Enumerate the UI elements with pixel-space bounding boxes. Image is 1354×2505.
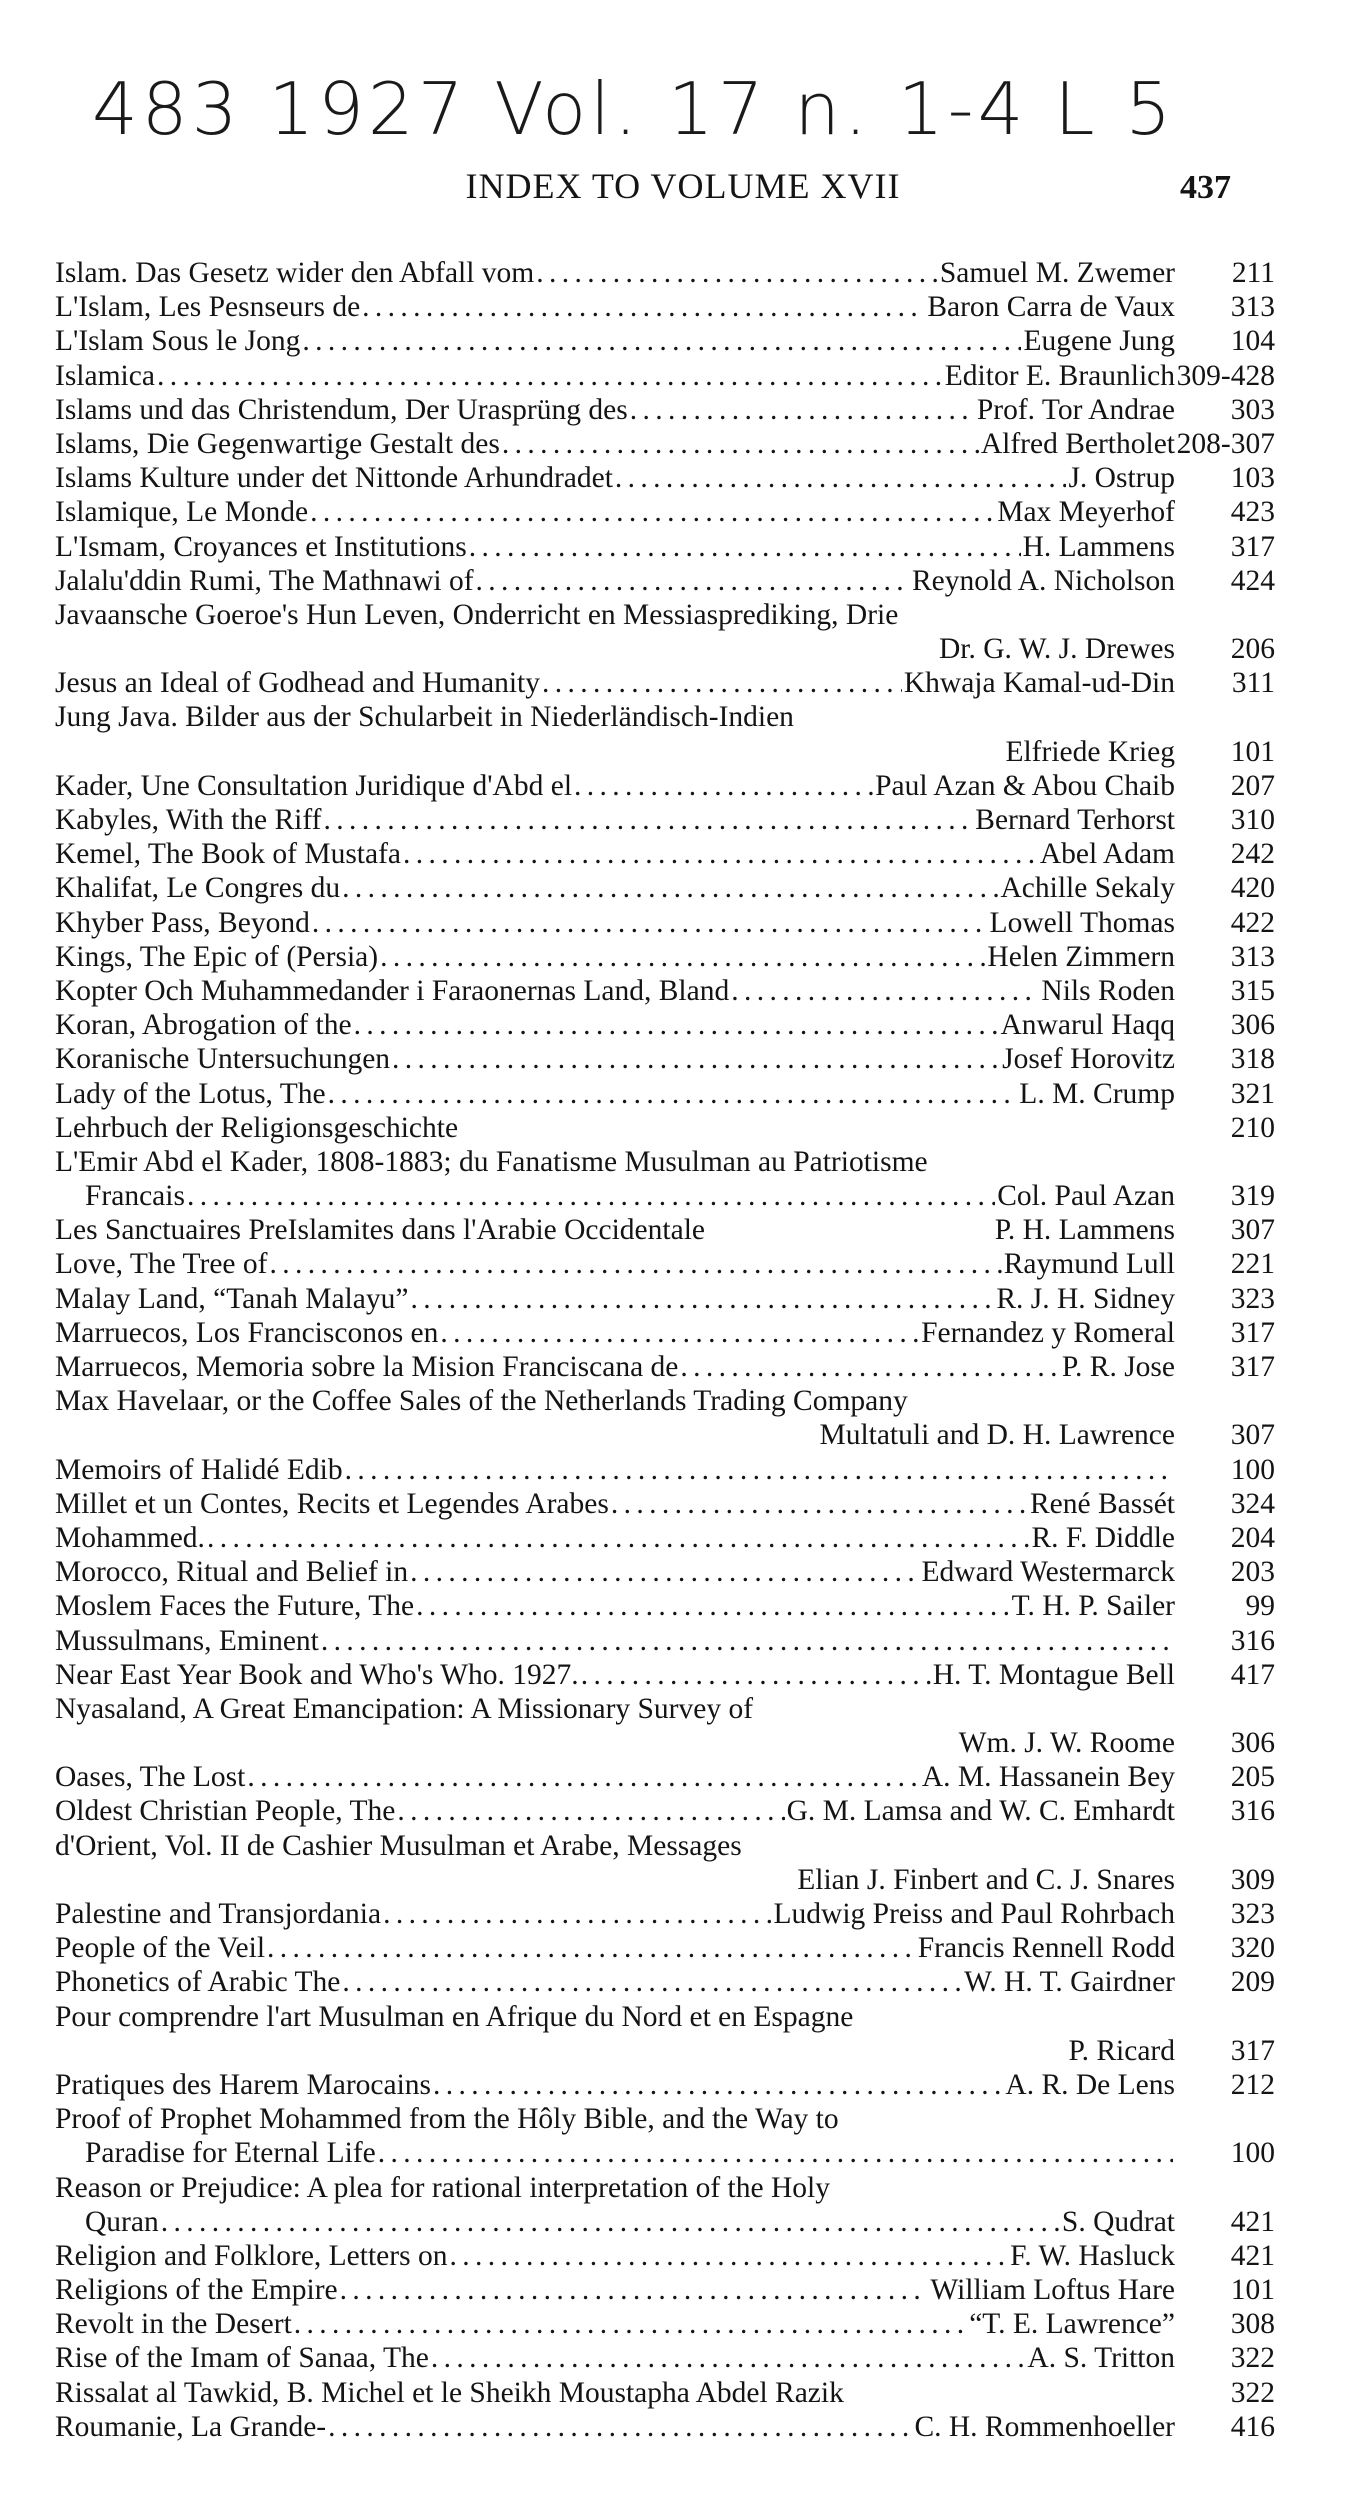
entry-page: 324 bbox=[1230, 1487, 1275, 1520]
entry-page: 323 bbox=[1230, 1898, 1275, 1930]
index-entry bbox=[55, 1487, 1275, 1521]
index-entry bbox=[55, 2000, 1275, 2068]
dot-leader bbox=[410, 1282, 994, 1316]
entry-author: René Bassét bbox=[1029, 1487, 1175, 1520]
entry-author: W. H. T. Gairdner bbox=[964, 1966, 1175, 1999]
index-entry bbox=[55, 871, 1275, 905]
entry-author: Samuel M. Zwemer bbox=[939, 257, 1175, 289]
entry-page: 309 bbox=[1230, 1863, 1275, 1896]
dot-leader bbox=[187, 1179, 995, 1213]
entry-title: Khyber Pass, Beyond bbox=[55, 906, 310, 939]
index-entry bbox=[55, 1692, 1275, 1760]
entry-title: Koran, Abrogation of the bbox=[55, 1009, 352, 1042]
entry-page: 420 bbox=[1230, 872, 1275, 905]
entry-title: Roumanie, La Grande- bbox=[55, 2410, 327, 2443]
dot-leader bbox=[392, 1042, 1000, 1076]
index-entry bbox=[55, 427, 1275, 461]
entry-title: L'Emir Abd el Kader, 1808-1883; du Fanatisme Musulman au Patriotisme bbox=[55, 1145, 928, 1178]
entry-author: Anwarul Haqq bbox=[1000, 1009, 1175, 1042]
entry-title-continued: Paradise for Eternal Life bbox=[85, 2137, 376, 2170]
entry-title: Jesus an Ideal of Godhead and Humanity bbox=[55, 667, 540, 700]
dot-leader bbox=[611, 1487, 1028, 1521]
dot-leader bbox=[581, 1658, 931, 1692]
dot-leader bbox=[354, 1008, 999, 1042]
index-entry bbox=[55, 906, 1275, 940]
index-entry bbox=[55, 1042, 1275, 1076]
entry-page: 309-428 bbox=[1176, 359, 1275, 392]
entry-title: L'Islam Sous le Jong bbox=[55, 325, 301, 358]
entry-title: Kemel, The Book of Mustafa bbox=[55, 838, 402, 871]
entry-author: Elfriede Krieg bbox=[1005, 735, 1175, 768]
entry-page: 210 bbox=[1230, 1111, 1275, 1144]
entry-page: 100 bbox=[1230, 1453, 1275, 1486]
dot-leader bbox=[267, 1931, 916, 1965]
entry-author: Eugene Jung bbox=[1023, 325, 1175, 358]
dot-leader bbox=[397, 1794, 784, 1828]
entry-author: L. M. Crump bbox=[1019, 1077, 1175, 1110]
dot-leader bbox=[380, 940, 985, 974]
entry-author: G. M. Lamsa and W. C. Emhardt bbox=[786, 1795, 1175, 1828]
dot-leader bbox=[536, 256, 938, 290]
entry-page: 315 bbox=[1230, 974, 1275, 1007]
entry-title: Islams, Die Gegenwartige Gestalt des bbox=[55, 427, 500, 460]
entry-page: 313 bbox=[1230, 940, 1275, 973]
entry-author: Prof. Tor Andrae bbox=[976, 393, 1175, 426]
entry-author: Baron Carra de Vaux bbox=[927, 291, 1175, 324]
index-entry bbox=[55, 1624, 1275, 1658]
entry-title: Kopter Och Muhammedander i Faraonernas Land, Bland bbox=[55, 974, 730, 1007]
entry-title: Rissalat al Tawkid, B. Michel et le Sheikh Moustapha Abdel Razik bbox=[55, 2376, 844, 2409]
entry-author: Alfred Bertholet bbox=[980, 427, 1175, 460]
entry-author: Francis Rennell Rodd bbox=[917, 1932, 1175, 1965]
index-entry bbox=[55, 2102, 1275, 2170]
index-entry bbox=[55, 1316, 1275, 1350]
entry-title: Javaansche Goeroe's Hun Leven, Onderricht en Messiasprediking, Drie bbox=[55, 598, 899, 631]
dot-leader bbox=[294, 2307, 967, 2341]
entry-author: H. T. Montague Bell bbox=[932, 1658, 1175, 1691]
dot-leader bbox=[469, 530, 1021, 564]
index-entry bbox=[55, 2376, 1275, 2410]
entry-title: Love, The Tree of bbox=[55, 1248, 268, 1281]
dot-leader bbox=[433, 2068, 1003, 2102]
entry-author: Dr. G. W. J. Drewes bbox=[939, 633, 1175, 666]
entry-author: R. F. Diddle bbox=[1031, 1521, 1175, 1554]
dot-leader bbox=[680, 1350, 1059, 1384]
entry-author: William Loftus Hare bbox=[930, 2274, 1175, 2307]
entry-author: Paul Azan & Abou Chaib bbox=[875, 769, 1175, 802]
entry-author: Khwaja Kamal-ud-Din bbox=[903, 667, 1175, 700]
entry-page: 101 bbox=[1230, 735, 1275, 768]
entry-title: Jung Java. Bilder aus der Schularbeit in Niederländisch-Indien bbox=[55, 701, 794, 734]
index-entry bbox=[55, 1931, 1275, 1965]
entry-title: d'Orient, Vol. II de Cashier Musulman et Arabe, Messages bbox=[55, 1829, 742, 1862]
entry-title-continued: Quran bbox=[85, 2205, 159, 2238]
entry-title: Memoirs of Halidé Edib bbox=[55, 1453, 343, 1486]
index-entry bbox=[55, 769, 1275, 803]
index-entry bbox=[55, 700, 1275, 768]
entry-title: Oldest Christian People, The bbox=[55, 1795, 396, 1828]
index-entry bbox=[55, 803, 1275, 837]
entry-author: Raymund Lull bbox=[1003, 1248, 1175, 1281]
entry-title: Morocco, Ritual and Belief in bbox=[55, 1556, 409, 1589]
entry-page: 306 bbox=[1230, 1009, 1275, 1042]
entry-page: 421 bbox=[1230, 2239, 1275, 2272]
entry-page: 317 bbox=[1230, 2034, 1275, 2067]
index-entry bbox=[55, 666, 1275, 700]
entry-author: Fernandez y Romeral bbox=[921, 1316, 1175, 1349]
entry-title: Revolt in the Desert bbox=[55, 2308, 292, 2341]
index-entry bbox=[55, 1453, 1275, 1487]
entry-page: 307 bbox=[1230, 1419, 1275, 1452]
entry-title: Marruecos, Los Francisconos en bbox=[55, 1316, 439, 1349]
entry-page: 424 bbox=[1230, 564, 1275, 597]
dot-leader bbox=[383, 1897, 771, 1931]
index-entry bbox=[55, 1589, 1275, 1623]
index-entry bbox=[55, 1760, 1275, 1794]
entry-title: Lady of the Lotus, The bbox=[55, 1077, 326, 1110]
handwritten-call-number-text: 483 1927 Vol. 17 n. 1-4 L 5 bbox=[92, 67, 1176, 151]
entry-author: S. Qudrat bbox=[1061, 2205, 1175, 2238]
dot-leader bbox=[615, 461, 1067, 495]
dot-leader bbox=[321, 1624, 1173, 1658]
entry-author: Edward Westermarck bbox=[921, 1556, 1175, 1589]
entry-title-continued: Francais bbox=[85, 1180, 185, 1213]
entry-title: Reason or Prejudice: A plea for rational interpretation of the Holy bbox=[55, 2171, 830, 2204]
entry-author: “T. E. Lawrence” bbox=[969, 2308, 1175, 2341]
entry-page: 99 bbox=[1245, 1590, 1275, 1623]
dot-leader bbox=[542, 666, 902, 700]
entry-page: 242 bbox=[1230, 838, 1275, 871]
dot-leader bbox=[323, 803, 973, 837]
dot-leader bbox=[345, 1453, 1173, 1487]
entry-author: R. J. H. Sidney bbox=[996, 1282, 1175, 1315]
entry-title: Oases, The Lost bbox=[55, 1761, 246, 1794]
entry-author: C. H. Rommenhoeller bbox=[914, 2410, 1175, 2443]
dot-leader bbox=[416, 1589, 1010, 1623]
entry-author: Nils Roden bbox=[1041, 974, 1175, 1007]
entry-author: Max Meyerhof bbox=[997, 496, 1175, 529]
dot-leader bbox=[342, 871, 998, 905]
entry-title: Phonetics of Arabic The bbox=[55, 1966, 341, 1999]
entry-page: 319 bbox=[1230, 1180, 1275, 1213]
index-entry bbox=[55, 940, 1275, 974]
index-entry bbox=[55, 564, 1275, 598]
index-entry bbox=[55, 1213, 1275, 1247]
dot-leader bbox=[312, 906, 988, 940]
entry-author: Bernard Terhorst bbox=[975, 804, 1175, 836]
dot-leader bbox=[328, 2410, 912, 2444]
entry-title: Millet et un Contes, Recits et Legendes Arabes bbox=[55, 1487, 609, 1520]
entry-page: 303 bbox=[1230, 393, 1275, 426]
entry-title: Nyasaland, A Great Emancipation: A Missionary Survey of bbox=[55, 1692, 754, 1725]
page-number: 437 bbox=[1180, 169, 1231, 206]
entry-page: 205 bbox=[1230, 1761, 1275, 1794]
index-entry bbox=[55, 2307, 1275, 2341]
index-entry bbox=[55, 495, 1275, 529]
index-entry bbox=[55, 256, 1275, 290]
dot-leader bbox=[362, 290, 925, 324]
entry-author: Helen Zimmern bbox=[987, 940, 1175, 973]
entry-title: Religions of the Empire bbox=[55, 2274, 338, 2307]
index-entry bbox=[55, 1794, 1275, 1828]
dot-leader bbox=[207, 1521, 1030, 1555]
dot-leader bbox=[440, 1316, 919, 1350]
entry-author: F. W. Hasluck bbox=[1010, 2239, 1175, 2272]
entry-author: Ludwig Preiss and Paul Rohrbach bbox=[773, 1898, 1175, 1930]
entry-page: 307 bbox=[1230, 1214, 1275, 1247]
dot-leader bbox=[502, 427, 979, 461]
dot-leader bbox=[449, 2239, 1008, 2273]
dot-leader bbox=[157, 359, 943, 393]
entry-title: Pour comprendre l'art Musulman en Afrique du Nord et en Espagne bbox=[55, 2000, 854, 2033]
entry-author: Col. Paul Azan bbox=[997, 1180, 1175, 1213]
entry-title: Near East Year Book and Who's Who. 1927. bbox=[55, 1658, 579, 1691]
dot-leader bbox=[310, 495, 995, 529]
index-entry bbox=[55, 2171, 1275, 2239]
index-entry bbox=[55, 974, 1275, 1008]
entry-author: A. R. De Lens bbox=[1005, 2068, 1175, 2101]
entry-author: Lowell Thomas bbox=[989, 906, 1175, 939]
entry-page: 417 bbox=[1230, 1658, 1275, 1691]
dot-leader bbox=[403, 837, 1038, 871]
index-entry bbox=[55, 1555, 1275, 1589]
entry-author: Reynold A. Nicholson bbox=[911, 564, 1175, 597]
index-entry bbox=[55, 1077, 1275, 1111]
entry-author: J. Ostrup bbox=[1068, 462, 1175, 495]
entry-title: Proof of Prophet Mohammed from the Hôly Bible, and the Way to bbox=[55, 2103, 839, 2136]
index-entry bbox=[55, 2239, 1275, 2273]
dot-leader bbox=[630, 393, 975, 427]
entry-page: 308 bbox=[1230, 2308, 1275, 2341]
entry-page: 317 bbox=[1230, 1316, 1275, 1349]
entry-page: 310 bbox=[1230, 804, 1275, 836]
entry-author: T. H. P. Sailer bbox=[1011, 1590, 1175, 1623]
entry-page: 320 bbox=[1230, 1932, 1275, 1965]
dot-leader bbox=[302, 324, 1021, 358]
entry-page: 211 bbox=[1231, 257, 1275, 289]
entry-page: 311 bbox=[1231, 667, 1275, 700]
entry-author: A. M. Hassanein Bey bbox=[921, 1761, 1175, 1794]
entry-page: 206 bbox=[1230, 633, 1275, 666]
entry-title: Islamique, Le Monde bbox=[55, 496, 309, 529]
entry-author: A. S. Tritton bbox=[1027, 2342, 1175, 2375]
entry-title: Kings, The Epic of (Persia) bbox=[55, 940, 379, 973]
entry-page: 316 bbox=[1230, 1795, 1275, 1828]
index-entry bbox=[55, 1247, 1275, 1281]
index-entry bbox=[55, 1008, 1275, 1042]
entry-author: H. Lammens bbox=[1022, 530, 1175, 563]
index-entry bbox=[55, 1521, 1275, 1555]
dot-leader bbox=[731, 974, 1039, 1008]
index-entry bbox=[55, 1111, 1275, 1145]
dot-leader bbox=[574, 769, 873, 803]
index-entries bbox=[55, 256, 1275, 2444]
dot-leader bbox=[342, 1965, 962, 1999]
dot-leader bbox=[476, 564, 910, 598]
entry-title: Mussulmans, Eminent bbox=[55, 1624, 319, 1657]
entry-title: Moslem Faces the Future, The bbox=[55, 1590, 415, 1623]
entry-title: Koranische Untersuchungen bbox=[55, 1043, 391, 1076]
entry-author: Josef Horovitz bbox=[1002, 1043, 1175, 1076]
entry-title: Jalalu'ddin Rumi, The Mathnawi of bbox=[55, 564, 474, 597]
entry-title: Mohammed. bbox=[55, 1521, 205, 1554]
index-entry bbox=[55, 1965, 1275, 1999]
entry-page: 104 bbox=[1230, 325, 1275, 358]
dot-leader bbox=[247, 1760, 919, 1794]
index-entry bbox=[55, 2341, 1275, 2375]
entry-page: 203 bbox=[1230, 1556, 1275, 1589]
entry-title: Max Havelaar, or the Coffee Sales of the Netherlands Trading Company bbox=[55, 1385, 908, 1418]
index-entry bbox=[55, 1658, 1275, 1692]
index-entry bbox=[55, 2068, 1275, 2102]
entry-author: P. R. Jose bbox=[1061, 1351, 1175, 1383]
entry-page: 221 bbox=[1230, 1248, 1275, 1281]
entry-page: 322 bbox=[1230, 2376, 1275, 2409]
dot-leader bbox=[161, 2205, 1060, 2239]
entry-author: Elian J. Finbert and C. J. Snares bbox=[797, 1863, 1175, 1896]
dot-leader bbox=[378, 2136, 1173, 2170]
entry-page: 421 bbox=[1230, 2205, 1275, 2238]
index-entry bbox=[55, 1350, 1275, 1384]
entry-page: 101 bbox=[1230, 2274, 1275, 2307]
entry-title: Islams und das Christendum, Der Urasprüng des bbox=[55, 393, 628, 426]
entry-author: P. H. Lammens bbox=[994, 1214, 1175, 1247]
entry-page: 207 bbox=[1230, 769, 1275, 802]
entry-title: Khalifat, Le Congres du bbox=[55, 872, 341, 905]
entry-title: Malay Land, “Tanah Malayu” bbox=[55, 1282, 409, 1315]
index-entry bbox=[55, 393, 1275, 427]
entry-title: Lehrbuch der Religionsgeschichte bbox=[55, 1111, 459, 1144]
dot-leader bbox=[431, 2341, 1026, 2375]
index-entry bbox=[55, 359, 1275, 393]
index-entry bbox=[55, 324, 1275, 358]
entry-page: 422 bbox=[1230, 906, 1275, 939]
entry-page: 317 bbox=[1230, 1351, 1275, 1383]
entry-author: Editor E. Braunlich bbox=[944, 359, 1175, 392]
handwritten-call-number bbox=[92, 62, 1292, 152]
entry-page: 209 bbox=[1230, 1966, 1275, 1999]
entry-page: 321 bbox=[1230, 1077, 1275, 1110]
entry-title: Islamica bbox=[55, 359, 155, 392]
entry-author: Abel Adam bbox=[1039, 838, 1175, 871]
index-entry bbox=[55, 1282, 1275, 1316]
entry-title: Islam. Das Gesetz wider den Abfall vom bbox=[55, 257, 535, 289]
page-title: INDEX TO VOLUME XVII bbox=[465, 166, 901, 206]
dot-leader bbox=[410, 1555, 919, 1589]
entry-author: Wm. J. W. Roome bbox=[958, 1727, 1175, 1760]
entry-page: 317 bbox=[1230, 530, 1275, 563]
index-entry bbox=[55, 1384, 1275, 1452]
entry-page: 323 bbox=[1230, 1282, 1275, 1315]
entry-title: Kader, Une Consultation Juridique d'Abd el bbox=[55, 769, 573, 802]
entry-title: People of the Veil bbox=[55, 1932, 266, 1965]
index-entry bbox=[55, 837, 1275, 871]
entry-page: 423 bbox=[1230, 496, 1275, 529]
entry-author: P. Ricard bbox=[1068, 2034, 1175, 2067]
index-entry bbox=[55, 530, 1275, 564]
entry-page: 316 bbox=[1230, 1624, 1275, 1657]
entry-title: Kabyles, With the Riff bbox=[55, 804, 322, 836]
index-entry bbox=[55, 461, 1275, 495]
index-entry bbox=[55, 290, 1275, 324]
entry-page: 416 bbox=[1230, 2410, 1275, 2443]
index-entry bbox=[55, 598, 1275, 666]
entry-title: Religion and Folklore, Letters on bbox=[55, 2239, 448, 2272]
entry-title: Marruecos, Memoria sobre la Mision Franciscana de bbox=[55, 1351, 679, 1383]
entry-title: Palestine and Transjordania bbox=[55, 1898, 382, 1930]
entry-title: Rise of the Imam of Sanaa, The bbox=[55, 2342, 429, 2375]
entry-page: 318 bbox=[1230, 1043, 1275, 1076]
index-entry bbox=[55, 1829, 1275, 1897]
page-header bbox=[0, 165, 1354, 215]
entry-title: L'Ismam, Croyances et Institutions bbox=[55, 530, 467, 563]
dot-leader bbox=[269, 1247, 1001, 1281]
entry-page: 322 bbox=[1230, 2342, 1275, 2375]
index-entry bbox=[55, 2410, 1275, 2444]
entry-title: Les Sanctuaires PreIslamites dans l'Arabie Occidentale bbox=[55, 1214, 705, 1247]
entry-page: 208-307 bbox=[1176, 427, 1275, 460]
entry-page: 204 bbox=[1230, 1521, 1275, 1554]
index-entry bbox=[55, 1145, 1275, 1213]
index-entry bbox=[55, 2273, 1275, 2307]
entry-page: 313 bbox=[1230, 291, 1275, 324]
entry-page: 212 bbox=[1230, 2068, 1275, 2101]
entry-title: Pratiques des Harem Marocains bbox=[55, 2068, 432, 2101]
entry-author: Multatuli and D. H. Lawrence bbox=[819, 1419, 1175, 1452]
entry-page: 306 bbox=[1230, 1727, 1275, 1760]
dot-leader bbox=[340, 2273, 929, 2307]
entry-title: Islams Kulture under det Nittonde Arhundradet bbox=[55, 462, 613, 495]
dot-leader bbox=[328, 1077, 1018, 1111]
entry-author: Achille Sekaly bbox=[1000, 872, 1175, 905]
entry-page: 103 bbox=[1230, 462, 1275, 495]
index-entry bbox=[55, 1897, 1275, 1931]
entry-title: L'Islam, Les Pesnseurs de bbox=[55, 291, 361, 324]
entry-page: 100 bbox=[1230, 2137, 1275, 2170]
